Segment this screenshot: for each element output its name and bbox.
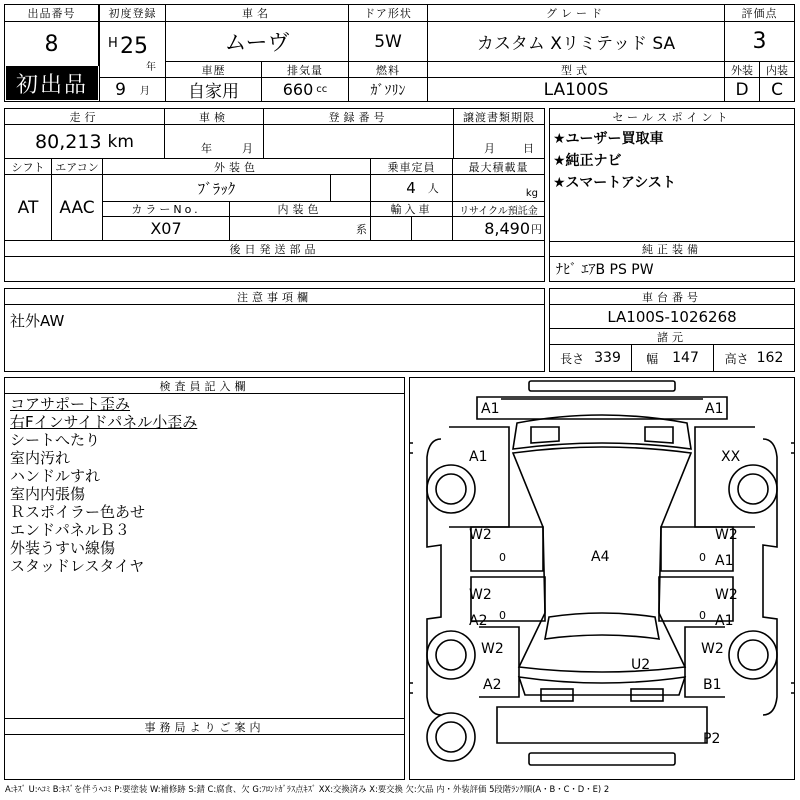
lot-number: 8 bbox=[5, 22, 99, 66]
score-label: 評価点 bbox=[725, 5, 794, 22]
equipment: ﾅﾋﾞ ｴｱB PS PW bbox=[556, 262, 654, 278]
selling-point: ★ユーザー買取車 bbox=[553, 131, 664, 147]
mark-top-right: A1 bbox=[705, 401, 724, 417]
reg-year: 25 bbox=[120, 34, 148, 59]
inspector-note: 右Fインサイドパネル小歪み bbox=[10, 413, 198, 431]
color-label: 外装色 bbox=[103, 159, 371, 175]
recycle: 8,490 円 bbox=[453, 217, 544, 241]
notes-value: 社外AW bbox=[10, 312, 65, 330]
load: kg bbox=[453, 175, 544, 202]
later-parts-label: 後日発送部品 bbox=[5, 241, 544, 257]
selling-point: ★スマートアシスト bbox=[553, 175, 676, 191]
mark-door-rr: W2 bbox=[715, 587, 738, 603]
mileage: 80,213 km bbox=[5, 125, 165, 159]
chassis-label: 車台番号 bbox=[550, 289, 794, 305]
reg-month: 9 月 bbox=[100, 78, 166, 101]
inspector-note: コアサポート歪み bbox=[10, 395, 131, 413]
mark-rear: P2 bbox=[703, 731, 721, 747]
int-score: C bbox=[771, 79, 783, 100]
mark-rear-wheel-l: W2 bbox=[481, 641, 504, 657]
mark-trunk: U2 bbox=[631, 657, 651, 673]
recycle-label: リサイクル預託金 bbox=[453, 202, 544, 217]
mark-door-fl: W2 bbox=[469, 527, 492, 543]
mark-door-fr: W2 bbox=[715, 527, 738, 543]
mark-door-rr2: A1 bbox=[715, 613, 734, 629]
aircon: AAC bbox=[52, 175, 103, 241]
legend: A:ｷｽﾞ U:ﾍｺﾐ B:ｷｽﾞを伴うﾍｺﾐ P:要塗装 W:補修跡 S:錆 C:腐食、欠 G:ﾌﾛﾝﾄｶﾞﾗｽ点ｷｽﾞ XX:交換済み X:要交換 欠:欠品 内・外装評価 5段階ﾗﾝｸ順(A・B・C・D・E) 2 bbox=[5, 784, 610, 794]
first-reg-label: 初度登録 bbox=[100, 5, 166, 22]
spec-width: 幅 147 bbox=[632, 345, 714, 371]
score: 3 bbox=[725, 22, 794, 62]
mark-zero-rl: 0 bbox=[499, 609, 506, 622]
shift: AT bbox=[5, 175, 52, 241]
ext-score: D bbox=[725, 78, 760, 101]
mileage-label: 走行 bbox=[5, 109, 165, 125]
model: LA100S bbox=[428, 78, 725, 101]
mark-top-left: A1 bbox=[481, 401, 500, 417]
fuel: ｶﾞｿﾘﾝ bbox=[349, 78, 428, 101]
int-label: 内装 bbox=[760, 62, 794, 78]
era: H bbox=[108, 36, 118, 51]
shift-label: シフト bbox=[5, 159, 52, 175]
reg-year-unit: 年 bbox=[146, 62, 156, 73]
inspector-note: シートへたり bbox=[10, 431, 101, 449]
lot-label: 出品番号 bbox=[5, 5, 99, 22]
car-name: ムーヴ bbox=[166, 22, 349, 62]
office-label: 事務局よりご案内 bbox=[5, 719, 404, 735]
mark-front-right: XX bbox=[721, 449, 741, 465]
mark-zero-fr: 0 bbox=[699, 551, 706, 564]
inspector-note: ハンドルすれ bbox=[10, 467, 101, 485]
color-no-label: カラーNo. bbox=[103, 202, 230, 217]
inspection-date: 年 月 bbox=[165, 125, 264, 159]
interior-color-label: 内装色 bbox=[230, 202, 371, 217]
first-reg-date bbox=[100, 22, 166, 78]
mark-door-fr2: A1 bbox=[715, 553, 734, 569]
capacity-label: 乗車定員 bbox=[371, 159, 453, 175]
reg-no bbox=[264, 125, 454, 159]
mark-door-rl2: A2 bbox=[469, 613, 488, 629]
mark-roof: A4 bbox=[591, 549, 610, 565]
reg-no-label: 登録番号 bbox=[264, 109, 454, 125]
spec-length: 長さ 339 bbox=[550, 345, 632, 371]
chassis-number: LA100S-1026268 bbox=[550, 305, 794, 329]
color-no: X07 bbox=[103, 217, 230, 241]
transfer-date: 月 日 bbox=[454, 125, 544, 159]
later-parts bbox=[5, 257, 544, 281]
first-listing-badge: 初出品 bbox=[6, 66, 98, 100]
inspector-label: 検査員記入欄 bbox=[5, 378, 404, 394]
inspector-notes bbox=[10, 395, 197, 575]
history-label: 車歴 bbox=[166, 62, 262, 78]
notes-label: 注意事項欄 bbox=[5, 289, 544, 305]
car-diagram bbox=[409, 377, 795, 780]
car-name-label: 車名 bbox=[166, 5, 349, 22]
doors: 5W bbox=[349, 22, 428, 62]
transfer-label: 譲渡書類期限 bbox=[454, 109, 544, 125]
inspector-note: 室内内張傷 bbox=[10, 485, 86, 503]
model-label: 型式 bbox=[428, 62, 725, 78]
inspector-note: Ｒスポイラー色あせ bbox=[10, 503, 146, 521]
grade-label: グレード bbox=[428, 5, 725, 22]
spec-height: 高さ 162 bbox=[724, 350, 784, 366]
inspection-label: 車検 bbox=[165, 109, 264, 125]
displacement-label: 排気量 bbox=[262, 62, 349, 78]
load-label: 最大積載量 bbox=[453, 159, 544, 175]
color-extra bbox=[331, 175, 371, 202]
mark-rear-left: A2 bbox=[483, 677, 502, 693]
mark-rear-wheel-r: W2 bbox=[701, 641, 724, 657]
mark-zero-fl: 0 bbox=[499, 551, 506, 564]
selling-points-list bbox=[553, 128, 676, 194]
aircon-label: エアコン bbox=[52, 159, 103, 175]
selling-points-label: セールスポイント bbox=[550, 109, 794, 125]
import-left bbox=[371, 217, 412, 241]
capacity: 4 人 bbox=[371, 175, 453, 202]
import-label: 輸入車 bbox=[371, 202, 453, 217]
interior-color: 系 bbox=[230, 217, 371, 241]
color: ﾌﾞﾗｯｸ bbox=[103, 175, 331, 202]
mark-rear-right: B1 bbox=[703, 677, 722, 693]
inspector-note: スタッドレスタイヤ bbox=[10, 557, 145, 575]
grade: カスタム Xリミテッド SA bbox=[428, 22, 725, 62]
ext-label: 外装 bbox=[725, 62, 760, 78]
mark-front-left: A1 bbox=[469, 449, 488, 465]
history: 自家用 bbox=[166, 78, 262, 101]
displacement: 660 cc bbox=[262, 78, 349, 101]
inspector-note: 室内汚れ bbox=[10, 449, 71, 467]
doors-label: ドア形状 bbox=[349, 5, 428, 22]
mark-door-rl: W2 bbox=[469, 587, 492, 603]
selling-point: ★純正ナビ bbox=[553, 153, 622, 169]
equipment-label: 純正装備 bbox=[550, 241, 794, 257]
mark-zero-rr: 0 bbox=[699, 609, 706, 622]
fuel-label: 燃料 bbox=[349, 62, 428, 78]
inspector-note: エンドパネルＢ３ bbox=[10, 521, 130, 539]
inspector-note: 外装うすい線傷 bbox=[10, 539, 116, 557]
spec-label: 諸元 bbox=[550, 329, 794, 345]
import-right bbox=[412, 217, 453, 241]
